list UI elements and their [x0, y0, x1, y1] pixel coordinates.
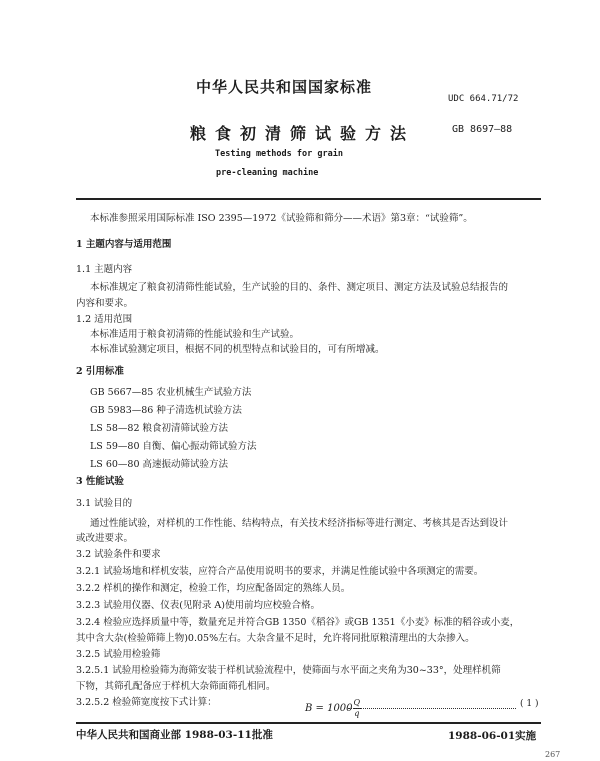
section-3-2-5-2-text: 3.2.5.2 检验筛宽度按下式计算：: [76, 697, 217, 708]
page-title: 粮食初清筛试验方法: [190, 124, 416, 143]
section-1-heading: 1 主题内容与适用范围: [76, 239, 172, 250]
formula-lhs: B = 1000: [305, 703, 353, 714]
page-number: 267: [545, 750, 561, 759]
section-3-2-2-text: 3.2.2 样机的操作和测定，检验工作，均应配备固定的熟练人员。: [76, 583, 351, 594]
english-title-line2: pre-cleaning machine: [216, 168, 319, 178]
section-1-2-text-line1: 本标准适用于粮食初清筛的性能试验和生产试验。: [90, 329, 300, 340]
formula-numerator: Q: [353, 698, 361, 707]
section-3-1-heading: 3.1 试验目的: [76, 498, 133, 509]
section-1-1-text-line1: 本标准规定了粮食初清筛性能试验，生产试验的目的、条件、测定项目、测定方法及试验总结报告的: [90, 282, 509, 293]
gb-code: GB 8697—88: [452, 124, 513, 135]
header-rule: [76, 198, 541, 200]
section-1-2-text-line2: 本标准试验测定项目，根据不同的机型特点和试验目的，可有所增减。: [90, 344, 385, 355]
reference-item: GB 5667—85 农业机械生产试验方法: [90, 387, 252, 398]
section-3-2-5-heading: 3.2.5 试验用检验筛: [76, 649, 161, 660]
implementation-date: 1988-06-01实施: [448, 730, 537, 742]
intro-paragraph: 本标准参照采用国际标准 ISO 2395—1972《试验筛和筛分——术语》第3章：“试验筛”。: [90, 213, 473, 224]
section-3-2-3-text: 3.2.3 试验用仪器、仪表(见附录 A)使用前均应校验合格。: [76, 600, 320, 611]
section-1-2-heading: 1.2 适用范围: [76, 314, 133, 325]
reference-item: LS 59—80 自衡、偏心振动筛试验方法: [90, 441, 257, 452]
reference-item: GB 5983—86 种子清选机试验方法: [90, 405, 242, 416]
section-3-heading: 3 性能试验: [76, 476, 124, 487]
reference-item: LS 60—80 高速振动筛试验方法: [90, 459, 229, 470]
section-2-heading: 2 引用标准: [76, 366, 124, 377]
reference-item: LS 58—82 粮食初清筛试验方法: [90, 423, 229, 434]
section-3-1-text-line1: 通过性能试验，对样机的工作性能、结构特点，有关技术经济指标等进行测定、考核其是否达到设计: [90, 518, 509, 529]
section-3-1-text-line2: 或改进要求。: [76, 533, 134, 544]
section-1-1-text-line2: 内容和要求。: [76, 298, 134, 309]
section-3-2-4-text-line1: 3.2.4 检验应选择质量中等，数量充足并符合GB 1350《稻谷》或GB 1351《小麦》标准的稻谷或小麦，: [76, 617, 520, 628]
section-3-2-4-text-line2: 其中含大杂(检验筛筛上物)0.05%左右。大杂含量不足时，允许将同批原粮清理出的大杂掺入。: [76, 633, 475, 644]
section-3-2-5-1-text-line2: 下物，其筛孔配备应于样机大杂筛面筛孔相同。: [76, 681, 276, 692]
section-3-2-1-text: 3.2.1 试验场地和样机安装，应符合产品使用说明书的要求，并满足性能试验中各项测定的需要。: [76, 566, 484, 577]
standard-org-title: 中华人民共和国国家标准: [196, 78, 373, 96]
section-3-2-5-1-text-line1: 3.2.5.1 试验用检验筛为海筛安装于样机试验流程中，使筛面与水平面之夹角为30~33°，处理样机筛: [76, 665, 501, 676]
approval-line: 中华人民共和国商业部 1988-03-11批准: [76, 729, 273, 741]
section-1-1-heading: 1.1 主题内容: [76, 264, 133, 275]
english-title-line1: Testing methods for grain: [215, 149, 343, 159]
formula-denominator: q: [354, 709, 360, 718]
formula-number: ( 1 ): [520, 699, 539, 709]
udc-code: UDC 664.71/72: [448, 94, 519, 104]
section-3-2-heading: 3.2 试验条件和要求: [76, 549, 161, 560]
formula-dot-leader: [348, 702, 516, 709]
footer-rule: [76, 722, 541, 724]
